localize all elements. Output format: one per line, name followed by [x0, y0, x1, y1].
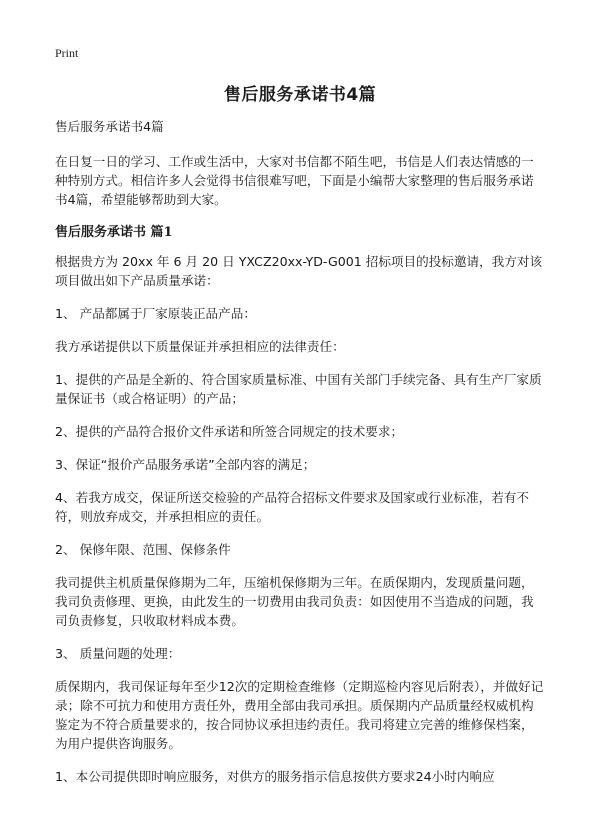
paragraph: 根据贵方为 20xx 年 6 月 20 日 YXCZ20xx-YD-G001 招标项目的投标邀请，我方对该项目做出如下产品质量承诺：: [55, 254, 543, 288]
paragraph: 2、 保修年限、范围、保修条件: [55, 542, 231, 557]
paragraph: 我司提供主机质量保修期为二年，压缩机保修期为三年。在质保期内，发现质量问题，我司负责修理、更换，由此发生的一切费用由我司负责：如因使用不当造成的问题，我司负责修复，只收取材料成本费。: [55, 575, 534, 628]
paragraph: 质保期内，我司保证每年至少12次的定期检查维修（定期巡检内容见后附表），并做好记录；除不可抗力和使用方责任外，费用全部由我司承担。质保期内产品质量经权威机构鉴定为不符合质量要求的，按合同协议承担违约责任。我司将建立完善的维修保档案，为用户提供咨询服务。: [55, 679, 544, 751]
paragraph: 1、提供的产品是全新的、符合国家质量标准、中国有关部门手续完备、具有生产厂家质量保证书（或合格证明）的产品；: [55, 372, 542, 406]
paragraph: 3、 质量问题的处理：: [55, 646, 181, 661]
paragraph: 1、 产品都属于厂家原装正品产品：: [55, 306, 256, 321]
paragraph: 2、提供的产品符合报价文件承诺和所签合同规定的技术要求；: [55, 424, 404, 439]
paragraph: 4、若我方成交，保证所送交检验的产品符合招标文件要求及国家或行业标准，若有不符，则放弃成交，并承担相应的责任。: [55, 490, 529, 524]
document-title: 售后服务承诺书4篇: [223, 85, 377, 105]
print-label: Print: [55, 46, 79, 60]
paragraph: 1、本公司提供即时响应服务，对供方的服务指示信息按供方要求24小时内响应: [55, 769, 495, 784]
document-subtitle: 售后服务承诺书4篇: [55, 119, 164, 134]
intro-paragraph: 在日复一日的学习、工作或生活中，大家对书信都不陌生吧，书信是人们表达情感的一种特别方式。相信许多人会觉得书信很难写吧，下面是小编帮大家整理的售后服务承诺书4篇，希望能够帮助到大家。: [55, 154, 534, 207]
document-body: [55, 117, 545, 800]
paragraph: 3、保证“报价产品服务承诺”全部内容的满足；: [55, 457, 316, 472]
paragraph: 我方承诺提供以下质量保证并承担相应的法律责任：: [55, 339, 345, 354]
section-heading: 售后服务承诺书 篇1: [55, 225, 173, 240]
